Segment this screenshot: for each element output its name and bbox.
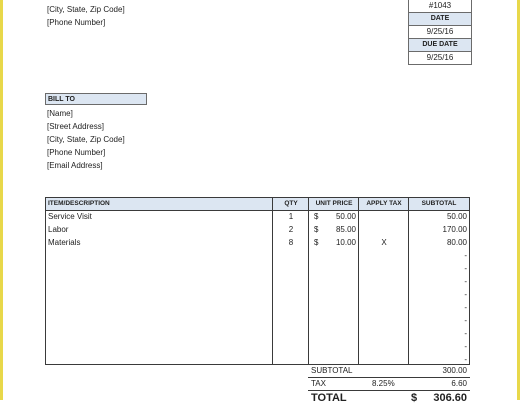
bill-to-city-state-zip[interactable]: [City, State, Zip Code]	[47, 135, 125, 144]
sender-phone: [Phone Number]	[47, 18, 106, 27]
col-header-unit-price: UNIT PRICE	[315, 200, 353, 207]
item-qty: 8	[288, 238, 294, 247]
invoice-meta-box	[408, 0, 472, 65]
table-row[interactable]	[46, 340, 469, 353]
item-qty: 1	[288, 212, 294, 221]
table-row[interactable]	[46, 314, 469, 327]
table-row[interactable]	[46, 275, 469, 288]
item-subtotal: -	[464, 316, 467, 325]
item-currency: $	[314, 212, 319, 221]
col-header-subtotal: SUBTOTAL	[421, 200, 457, 207]
table-row[interactable]	[46, 223, 469, 236]
date-label: DATE	[409, 13, 471, 26]
item-subtotal: 50.00	[446, 212, 467, 221]
item-subtotal: -	[464, 251, 467, 260]
meta-box-edge	[408, 0, 472, 5]
col-header-qty: QTY	[284, 200, 298, 207]
total-value: 306.60	[433, 392, 467, 404]
tax-value: 6.60	[451, 379, 467, 388]
item-subtotal: -	[464, 277, 467, 286]
item-description: Materials	[48, 238, 81, 247]
totals-block	[308, 365, 470, 405]
table-row[interactable]	[46, 327, 469, 340]
total-row	[308, 391, 470, 405]
items-table	[45, 197, 470, 365]
table-row[interactable]	[46, 210, 469, 223]
table-row[interactable]	[46, 288, 469, 301]
item-description: Labor	[48, 225, 69, 234]
item-currency: $	[314, 225, 319, 234]
tax-row	[308, 378, 470, 391]
item-unit-price: 85.00	[335, 225, 356, 234]
item-subtotal: -	[464, 342, 467, 351]
col-header-description: ITEM/DESCRIPTION	[48, 200, 110, 207]
invoice-number: #1043	[409, 0, 471, 13]
bill-to-phone[interactable]: [Phone Number]	[47, 148, 106, 157]
item-subtotal: -	[464, 264, 467, 273]
subtotal-label: SUBTOTAL	[311, 366, 353, 375]
bill-to-street[interactable]: [Street Address]	[47, 122, 104, 131]
tax-label: TAX	[311, 379, 326, 388]
date-value[interactable]: 9/25/16	[409, 26, 471, 39]
subtotal-row	[308, 365, 470, 378]
item-description: Service Visit	[48, 212, 92, 221]
table-row[interactable]	[46, 262, 469, 275]
item-subtotal: 80.00	[446, 238, 467, 247]
item-currency: $	[314, 238, 319, 247]
sender-city-state-zip: [City, State, Zip Code]	[47, 5, 125, 14]
item-subtotal: 170.00	[442, 225, 467, 234]
due-date-value[interactable]: 9/25/16	[409, 52, 471, 64]
item-unit-price: 10.00	[335, 238, 356, 247]
tax-rate[interactable]: 8.25%	[372, 379, 395, 388]
subtotal-value: 300.00	[442, 366, 467, 375]
item-qty: 2	[288, 225, 294, 234]
table-row[interactable]	[46, 301, 469, 314]
item-subtotal: -	[464, 303, 467, 312]
due-date-label: DUE DATE	[409, 39, 471, 52]
total-label: TOTAL	[311, 392, 347, 404]
item-unit-price: 50.00	[335, 212, 356, 221]
bill-to-name[interactable]: [Name]	[47, 109, 73, 118]
item-apply-tax: X	[381, 238, 387, 247]
table-row[interactable]	[46, 236, 469, 249]
item-subtotal: -	[464, 329, 467, 338]
item-subtotal: -	[464, 355, 467, 364]
total-currency: $	[411, 392, 418, 404]
bill-to-header: BILL TO	[45, 93, 147, 105]
col-header-apply-tax: APPLY TAX	[366, 200, 402, 207]
item-subtotal: -	[464, 290, 467, 299]
bill-to-email[interactable]: [Email Address]	[47, 161, 103, 170]
table-row[interactable]	[46, 249, 469, 262]
